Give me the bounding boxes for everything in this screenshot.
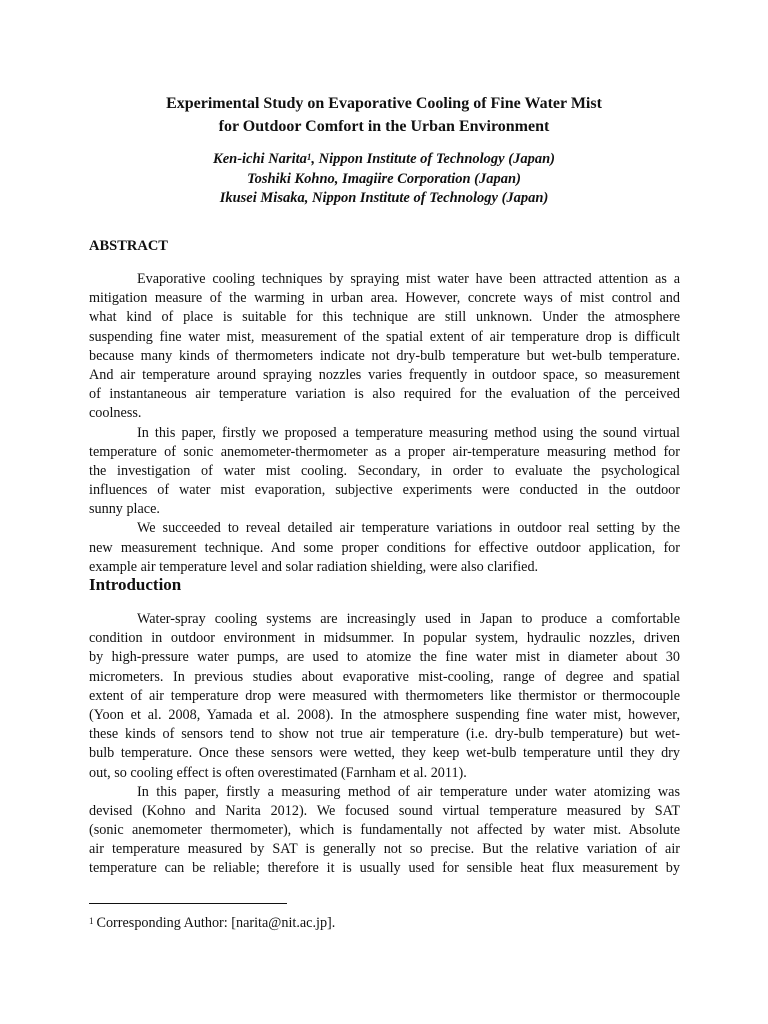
- footnote-text: Corresponding Author: [narita@nit.ac.jp].: [96, 915, 336, 931]
- text-line: Evaporative cooling techniques by spraying mist water have been attracted attention as a: [137, 271, 680, 287]
- author-name: Ken-ichi Narita: [213, 151, 307, 167]
- text-line: new measurement technique. And some proper conditions for effective outdoor application, for: [89, 539, 680, 556]
- author-name: Ikusei Misaka: [219, 190, 305, 206]
- author-affiliation: , Imagiire Corporation (Japan): [334, 170, 521, 187]
- text-line: temperature of sonic anemometer-thermometer as a proper air-temperature measuring method for: [89, 443, 680, 460]
- text-line: influences of water mist evaporation, subjective experiments were conducted in the outdoor: [89, 482, 680, 499]
- introduction-body: [89, 610, 680, 879]
- introduction-heading: Introduction: [89, 575, 182, 594]
- title-line: for Outdoor Comfort in the Urban Environment: [218, 118, 550, 135]
- text-line: (sonic anemometer thermometer), which is fundamentally not affected by water mist. Absolute: [89, 822, 680, 839]
- text-line: these kinds of sensors tend to show not true air temperature (i.e. dry-bulb temperature) but wet-: [89, 726, 680, 743]
- text-line: bulb temperature. Once these sensors were wetted, they keep wet-bulb temperature until they dry: [89, 745, 680, 762]
- text-line: mitigation measure of the warming in urban area. However, concrete ways of mist control and: [89, 290, 680, 307]
- text-line: And air temperature around spraying nozzles varies frequently in outdoor space, so measurement: [89, 366, 680, 383]
- author-affiliation: , Nippon Institute of Technology (Japan): [311, 151, 555, 167]
- text-line: In this paper, firstly a measuring method of air temperature under water atomizing was: [137, 783, 680, 800]
- abstract-heading: ABSTRACT: [89, 238, 168, 254]
- text-line: example air temperature level and solar radiation shielding, were also clarified.: [89, 558, 539, 575]
- author-line: [90, 150, 678, 170]
- author-list: [90, 150, 678, 209]
- text-line: devised (Kohno and Narita 2012). We focused sound virtual temperature measured by SAT: [89, 802, 680, 819]
- footnote: [89, 914, 335, 933]
- abstract-body: [89, 270, 680, 577]
- paper-title: [90, 92, 678, 138]
- text-line: extent of air temperature drop were measured with thermometers like thermistor or thermocouple: [89, 687, 680, 704]
- author-name: Toshiki Kohno: [247, 170, 335, 187]
- text-line: In this paper, firstly we proposed a temperature measuring method using the sound virtual: [137, 424, 680, 441]
- text-line: (Yoon et al. 2008, Yamada et al. 2008). In the atmosphere suspending fine water mist, however,: [89, 706, 680, 723]
- text-line: sunny place.: [89, 501, 160, 518]
- author-line: [90, 170, 678, 190]
- author-line: [90, 189, 678, 209]
- text-line: coolness.: [89, 405, 142, 422]
- title-line: Experimental Study on Evaporative Cooling of Fine Water Mist: [166, 95, 602, 112]
- text-line: out, so cooling effect is often overestimated (Farnham et al. 2011).: [89, 764, 467, 781]
- text-line: micrometers. In previous studies about evaporative mist-cooling, range of degree and spatial: [89, 668, 680, 685]
- footnote-divider: [89, 903, 287, 904]
- text-line: of instantaneous air temperature variation is also required for the evaluation of the perceived: [89, 386, 680, 403]
- text-line: condition in outdoor environment in midsummer. In popular system, hydraulic nozzles, driven: [89, 630, 680, 647]
- author-affiliation: , Nippon Institute of Technology (Japan): [304, 190, 549, 206]
- text-line: because many kinds of thermometers indicate not dry-bulb temperature but wet-bulb temperature.: [89, 347, 680, 364]
- text-line: what kind of place is suitable for this technique are still unknown. Under the atmosphere: [89, 309, 680, 326]
- text-line: the investigation of water mist cooling. Secondary, in order to evaluate the psychological: [89, 462, 680, 479]
- footnote-mark: 1: [306, 152, 312, 162]
- text-line: We succeeded to reveal detailed air temperature variations in outdoor real setting by the: [137, 520, 680, 537]
- text-line: by high-pressure water pumps, are used to atomize the fine water mist in diameter about 30: [89, 649, 680, 666]
- text-line: Water-spray cooling systems are increasingly used in Japan to produce a comfortable: [137, 611, 680, 627]
- text-line: temperature can be reliable; therefore it is usually used for sensible heat flux measurement by: [89, 860, 680, 877]
- text-line: air temperature measured by SAT is generally not so precise. But the relative variation of air: [89, 841, 680, 858]
- footnote-mark: 1: [89, 916, 94, 926]
- text-line: suspending fine water mist, measurement of the spatial extent of air temperature drop is difficult: [89, 328, 680, 345]
